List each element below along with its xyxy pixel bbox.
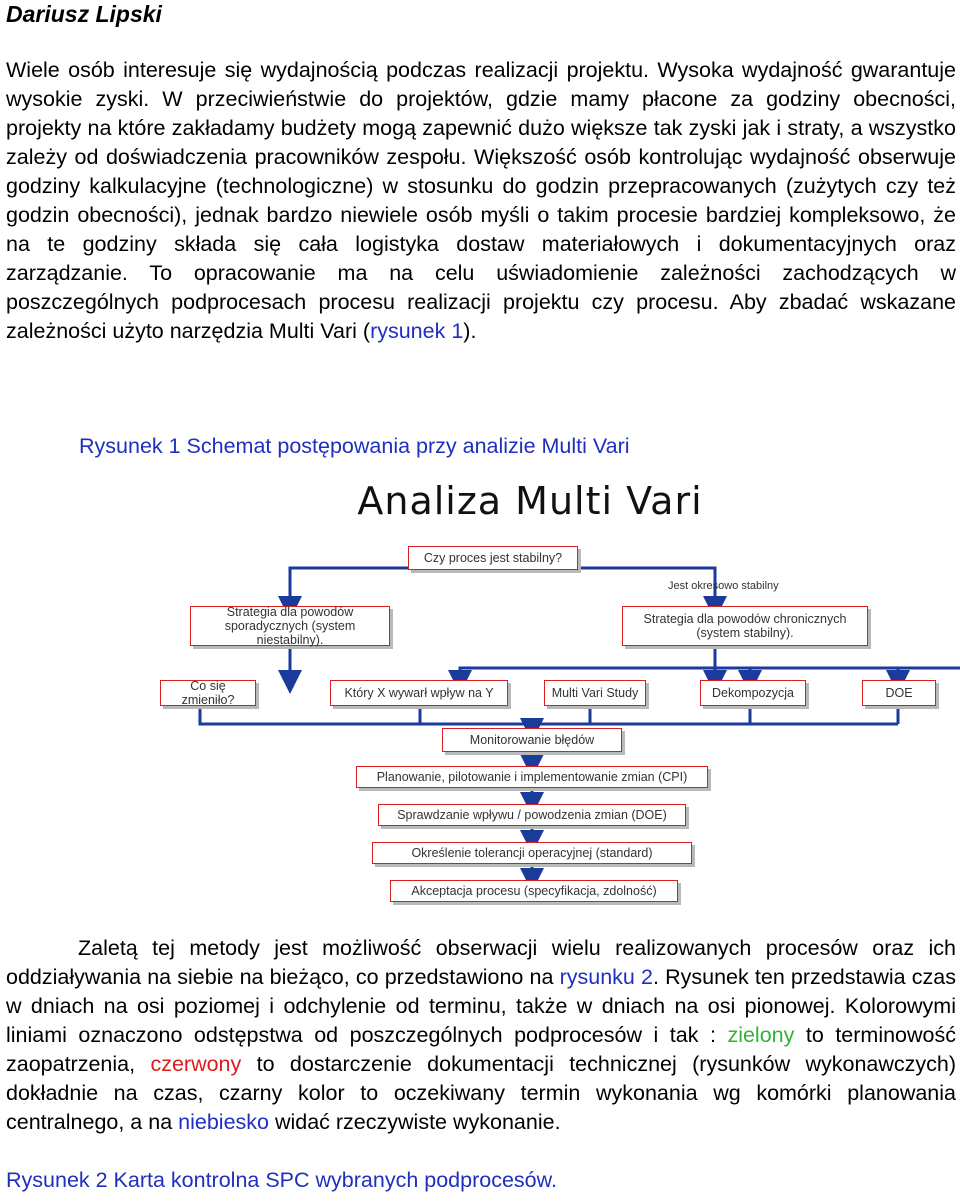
blue-word: niebiesko	[178, 1110, 269, 1134]
green-word: zielony	[727, 1023, 795, 1047]
diagram-title: Analiza Multi Vari	[357, 479, 703, 523]
intro-text: Wiele osób interesuje się wydajnością podczas realizacji projektu. Wysoka wydajność gwarantuje wysokie zyski. W przeciwieństwie do projektów, gdzie mamy płacone za godziny obecności, projekty na które zakładamy budżety mogą zapewnić dużo większe tak zyski jak i straty, a wszystko zależy od doświadczenia pracowników zespołu. Większość osób kontrolując wydajność obserwuje godziny kalkulacyjne (technologiczne) w stosunku do godzin przepracowanych (zużytych czy też godzin obecności), jednak bardzo niewiele osób myśli o takim procesie bardziej kompleksowo, że na te godziny składa się cała logistyka dostaw materiałowych i dokumentacyjnych oraz zarządzanie. To opracowanie ma na celu uświadomienie zależności zachodzących w poszczególnych podprocesach procesu realizacji projektu czy procesu. Aby zbadać wskazane zależności użyto narzędzia Multi Vari (	[6, 58, 956, 343]
author-name: Dariusz Lipski	[6, 1, 162, 27]
red-word: czerwony	[150, 1052, 242, 1076]
box-tool-which-x: Który X wywarł wpływ na Y	[330, 680, 508, 706]
box-tool-doe: DOE	[862, 680, 936, 706]
p2-text-4: to dostarczenie dokumentacji technicznej (rysunków wykonawczych) dokładnie na czas, czarny kolor to oczekiwany termin wykonania wg komórki planowania centralnego, a na	[6, 1052, 956, 1134]
figure1-link[interactable]: rysunek 1	[370, 319, 464, 343]
box-step-tolerance: Określenie tolerancji operacyjnej (standard)	[372, 842, 692, 864]
box-step-acceptance: Akceptacja procesu (specyfikacja, zdolność)	[390, 880, 678, 902]
p2-text-2: . Rysunek ten przedstawia czas w dniach na osi poziomej i odchylenie od terminu, także w dniach na osi pionowej. Kolorowymi liniami oznaczono odstępstwa od poszczególnych podprocesów i tak :	[6, 965, 956, 1047]
box-tool-what-changed: Co się zmieniło?	[160, 680, 256, 706]
intro-paragraph	[6, 56, 956, 346]
box-tool-multi-vari: Multi Vari Study	[544, 680, 646, 706]
box-right-strategy: Strategia dla powodów chronicznych (system stabilny).	[622, 606, 868, 646]
figure1-caption: Rysunek 1 Schemat postępowania przy analizie Multi Vari	[79, 434, 630, 458]
box-left-strategy: Strategia dla powodów sporadycznych (system niestabilny).	[190, 606, 390, 646]
figure2-caption: Rysunek 2 Karta kontrolna SPC wybranych podprocesów.	[6, 1168, 557, 1192]
label-stable: Jest okresowo stabilny	[668, 580, 779, 592]
second-paragraph	[6, 934, 956, 1137]
box-step-monitoring: Monitorowanie błędów	[442, 728, 622, 752]
box-process-stable: Czy proces jest stabilny?	[408, 546, 578, 570]
arrow-tools-merge	[200, 708, 898, 724]
p2-text-3: to terminowość zaopatrzenia,	[6, 1023, 956, 1076]
figure2-link[interactable]: rysunku 2	[559, 965, 653, 989]
box-tool-decomposition: Dekompozycja	[700, 680, 806, 706]
p2-text-1: Zaletą tej metody jest możliwość obserwacji wielu realizowanych procesów oraz ich oddziaływania na siebie na bieżąco, co przedstawiono na	[6, 936, 956, 989]
p2-text-5: widać rzeczywiste wykonanie.	[268, 1110, 561, 1134]
intro-text-end: ).	[463, 319, 477, 343]
box-step-planning: Planowanie, pilotowanie i implementowanie zmian (CPI)	[356, 766, 708, 788]
box-step-verify: Sprawdzanie wpływu / powodzenia zmian (DOE)	[378, 804, 686, 826]
arrow-right-to-tool2	[460, 646, 715, 682]
multi-vari-diagram	[160, 468, 960, 918]
